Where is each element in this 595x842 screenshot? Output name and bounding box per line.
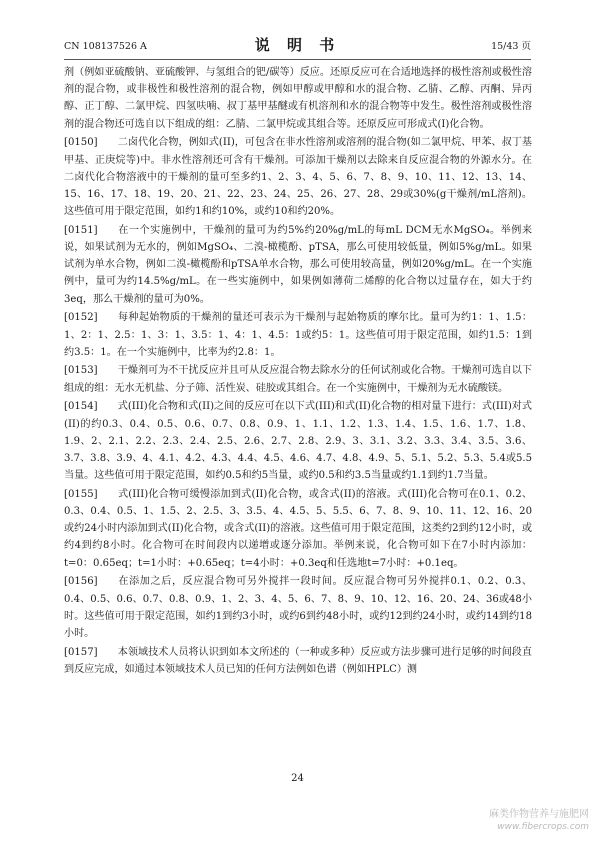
page-of-total: 15/43 页 [491, 41, 531, 52]
paragraph-number: [0154] [64, 401, 98, 413]
header-rule [64, 59, 531, 60]
paragraph-text: 干燥剂可为不干扰反应并且可从反应混合物去除水分的任何试剂或化合物。干燥剂可选自以下组成的组：无水无机盐、分子筛、活性炭、硅胶或其组合。在一个实施例中，干燥剂为无水硫酸镁。 [64, 365, 532, 394]
paragraph-text: 式(III)化合物和式(II)之间的反应可在以下式(III)和式(II)化合物的相对量下进行：式(III)对式(II)的约0.3、0.4、0.5、0.6、0.7、0.8、0.9、1、1.1、1.2、1.3、1.4、1.5、1.6、1.7、1.8、1.9、2、2.1、2.2、2.3、2.4、2.5、2.6、2.7、2.8、2.9、3、3.1、3.2、3.3、3.4、3.5、3.6、3.7、3.8、3.9、4、4.1、4.2、4.3、4.4、4.5、4.6、4.7、4.8、4.9、5、5.1、5.2、5.3、5.4或5.5当量。这些值可用于限定范围，如约0.5和约5当量，或约0.5和约3.5当量或约1.1到约1.7当量。 [64, 401, 532, 482]
paragraph-text: 剂（例如亚硫酸钠、亚硫酸钾、与氢组合的钯/碳等）反应。还原反应可在合适地选择的极性溶剂或极性溶剂的混合物，或非极性和极性溶剂的混合物，例如甲醇或甲醇和水的混合物、乙腈、乙醇、丙酮、异丙醇、正丁醇、二氯甲烷、四氢呋喃、叔丁基甲基醚或有机溶剂和水的混合物等中发生。极性溶剂或极性溶剂的混合物还可选自以下组成的组：乙腈、二氯甲烷或其组合等。还原反应可形成式(I)化合物。 [64, 67, 532, 130]
paragraph-text: 在一个实施例中，干燥剂的量可为约5%约20%g/mL的每mL DCM无水MgSO₄。举例来说，如果试剂为无水的，例如MgSO₄、二溴-橄榄酚、pTSA，那么可使用较低量，例如5%g/mL。如果试剂为单水合物，例如二溴-橄榄酚和pTSA单水合物，那么可使用较高量，例如20%g/mL。在一个实施例中，量可为约14.5%g/mL。在一些实施例中，如果例如薄荷二烯醇的化合物以过量存在，如大于约3eq，那么干燥剂的量可为0%。 [64, 224, 532, 305]
paragraph-text: 二卤代化合物，例如式(II)，可包含在非水性溶剂或溶剂的混合物(如二氯甲烷、甲苯、叔丁基甲基、正庚烷等)中。非水性溶剂还可含有干燥剂。可添加干燥剂以去除来自反应混合物的外源水分。在二卤代化合物溶液中的干燥剂的量可至多约1、2、3、4、5、6、7、8、9、10、11、12、13、14、15、16、17、18、19、20、21、22、23、24、25、26、27、28、29或30%(g干燥剂/mL溶剂)。这些值可用于限定范围，如约1和约10%，或约10和约20%。 [64, 137, 532, 218]
paragraph-0151 [64, 222, 532, 308]
paragraph-0153 [64, 362, 532, 396]
paragraph-number: [0151] [64, 224, 98, 236]
watermark-url: www.fibercrops.com [497, 822, 589, 832]
watermark-site-name: 麻类作物营养与施肥网 [489, 809, 589, 820]
site-watermark [489, 808, 589, 834]
document-title: 说 明 书 [254, 36, 341, 54]
paragraph-number: [0150] [64, 137, 98, 149]
paragraph-0150 [64, 134, 532, 220]
paragraph-number: [0155] [64, 488, 98, 500]
paragraph-0156 [64, 573, 532, 642]
paragraph-number: [0157] [64, 646, 98, 658]
paragraph-0155 [64, 486, 532, 572]
page-number: 24 [291, 773, 304, 784]
paragraph-text: 本领域技术人员将认识到如本文所述的（一种或多种）反应或方法步骤可进行足够的时间段直到反应完成，如通过本领域技术人员已知的任何方法例如色谱（例如HPLC）测 [64, 646, 532, 675]
description-body [64, 64, 532, 678]
paragraph-text: 每种起始物质的干燥剂的量还可表示为干燥剂与起始物质的摩尔比。量可为约1：1、1.5：1、2：1、2.5：1、3：1、3.5：1、4：1、4.5：1或约5：1。这些值可用于限定范围，如约1.5：1到约3.5：1。在一个实施例中，比率为约2.8：1。 [64, 312, 532, 358]
paragraph-0152 [64, 309, 532, 361]
paragraph-number: [0153] [64, 365, 98, 377]
paragraph-number: [0156] [64, 576, 98, 588]
paragraph-continued [64, 64, 532, 133]
paragraph-0154 [64, 398, 532, 484]
patent-number: CN 108137526 A [64, 41, 147, 52]
paragraph-number: [0152] [64, 312, 98, 324]
page-header [64, 38, 531, 56]
paragraph-0157 [64, 644, 532, 678]
paragraph-text: 式(III)化合物可缓慢添加到式(II)化合物，或含式(II)的溶液。式(III)化合物可在0.1、0.2、0.3、0.4、0.5、1、1.5、2、2.5、3、3.5、4、4.5、5、5.5、6、7、8、9、10、11、12、16、20或约24小时内添加到式(II)化合物，或含式(II)的溶液。这些值可用于限定范围，这类约2到约12小时，或约4到约8小时。化合物可在时间段内以递增或逐分添加。举例来说，化合物可如下在7小时内添加：t=0：0.65eq；t=1小时：+0.65eq；t=4小时：+0.3eq和任选地t=7小时：+0.1eq。 [64, 488, 532, 569]
paragraph-text: 在添加之后，反应混合物可另外搅拌一段时间。反应混合物可另外搅拌0.1、0.2、0.3、0.4、0.5、0.6、0.7、0.8、0.9、1、2、3、4、5、6、7、8、9、10、12、16、20、24、36或48小时。这些值可用于限定范围，如约1到约3小时，或约6到约48小时，或约12到约24小时，或约14到约18小时。 [64, 576, 532, 639]
